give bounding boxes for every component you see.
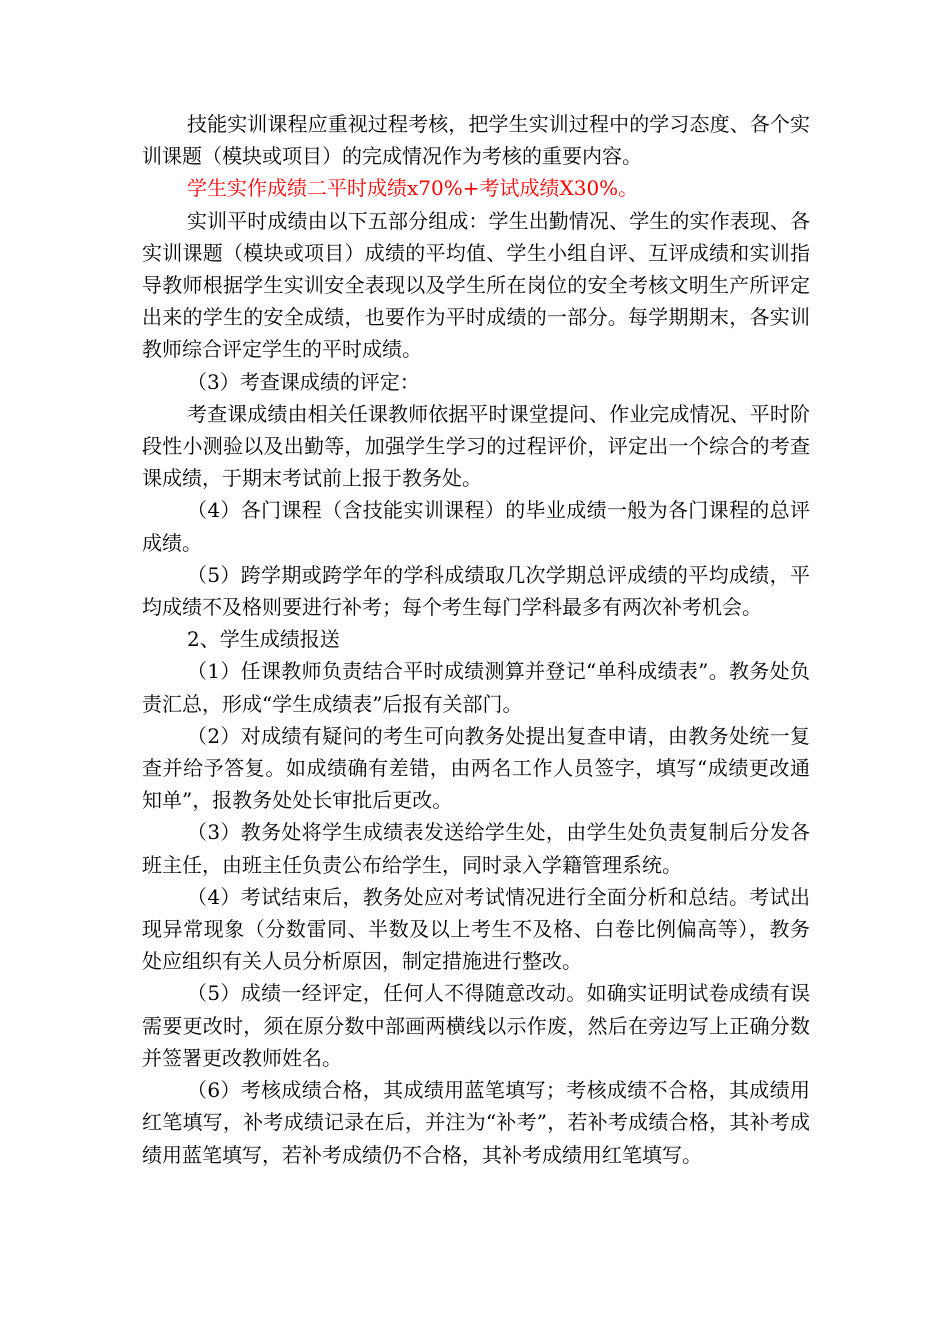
paragraph-skills-assessment: 技能实训课程应重视过程考核，把学生实训过程中的学习态度、各个实训课题（模块或项目）的完成情况作为考核的重要内容。 bbox=[142, 112, 810, 169]
paragraph-exam-course-grade: 考查课成绩由相关任课教师依据平时课堂提问、作业完成情况、平时阶段性小测验以及出勤等，加强学生学习的过程评价，评定出一个综合的考查课成绩，于期末考试前上报于教务处。 bbox=[142, 401, 810, 491]
paragraph-reporting-3: （3）教务处将学生成绩表发送给学生处，由学生处负责复制后分发各班主任，由班主任负责公布给学生，同时录入学籍管理系统。 bbox=[142, 820, 810, 877]
paragraph-reporting-4: （4）考试结束后，教务处应对考试情况进行全面分析和总结。考试出现异常现象（分数雷同、半数及以上考生不及格、白卷比例偏高等），教务处应组织有关人员分析原因，制定措施进行整改。 bbox=[142, 884, 810, 974]
paragraph-graduation-grade: （4）各门课程（含技能实训课程）的毕业成绩一般为各门课程的总评成绩。 bbox=[142, 498, 810, 555]
paragraph-daily-grade-components: 实训平时成绩由以下五部分组成：学生出勤情况、学生的实作表现、各实训课题（模块或项目）成绩的平均值、学生小组自评、互评成绩和实训指导教师根据学生实训安全表现以及学生所在岗位的安全考核文明生产所评定出来的学生的安全成绩，也要作为平时成绩的一部分。每学期期末，各实训教师综合评定学生的平时成绩。 bbox=[142, 208, 810, 362]
paragraph-reporting-1: （1）任课教师负责结合平时成绩测算并登记“单科成绩表”。教务处负责汇总，形成“学生成绩表”后报有关部门。 bbox=[142, 659, 810, 716]
paragraph-grade-formula: 学生实作成绩二平时成绩x70%+考试成绩X30%。 bbox=[187, 176, 639, 201]
paragraph-reporting-5: （5）成绩一经评定，任何人不得随意改动。如确实证明试卷成绩有误需要更改时，须在原分数中部画两横线以示作废，然后在旁边写上正确分数并签署更改教师姓名。 bbox=[142, 981, 810, 1070]
paragraph-cross-term-grade: （5）跨学期或跨学年的学科成绩取几次学期总评成绩的平均成绩，平均成绩不及格则要进行补考；每个考生每门学科最多有两次补考机会。 bbox=[142, 562, 810, 620]
paragraph-reporting-2: （2）对成绩有疑问的考生可向教务处提出复查申请，由教务处统一复查并给予答复。如成绩确有差错，由两名工作人员签字，填写“成绩更改通知单”，报教务处处长审批后更改。 bbox=[142, 723, 810, 813]
section-heading-grade-reporting: 2、学生成绩报送 bbox=[187, 627, 340, 652]
paragraph-reporting-6: （6）考核成绩合格，其成绩用蓝笔填写；考核成绩不合格，其成绩用红笔填写，补考成绩记录在后，并注为“补考”，若补考成绩合格，其补考成绩用蓝笔填写，若补考成绩仍不合格，其补考成绩用红笔填写。 bbox=[142, 1078, 810, 1167]
document-page bbox=[142, 108, 810, 1171]
paragraph-heading-exam-course: （3）考查课成绩的评定： bbox=[187, 369, 420, 394]
